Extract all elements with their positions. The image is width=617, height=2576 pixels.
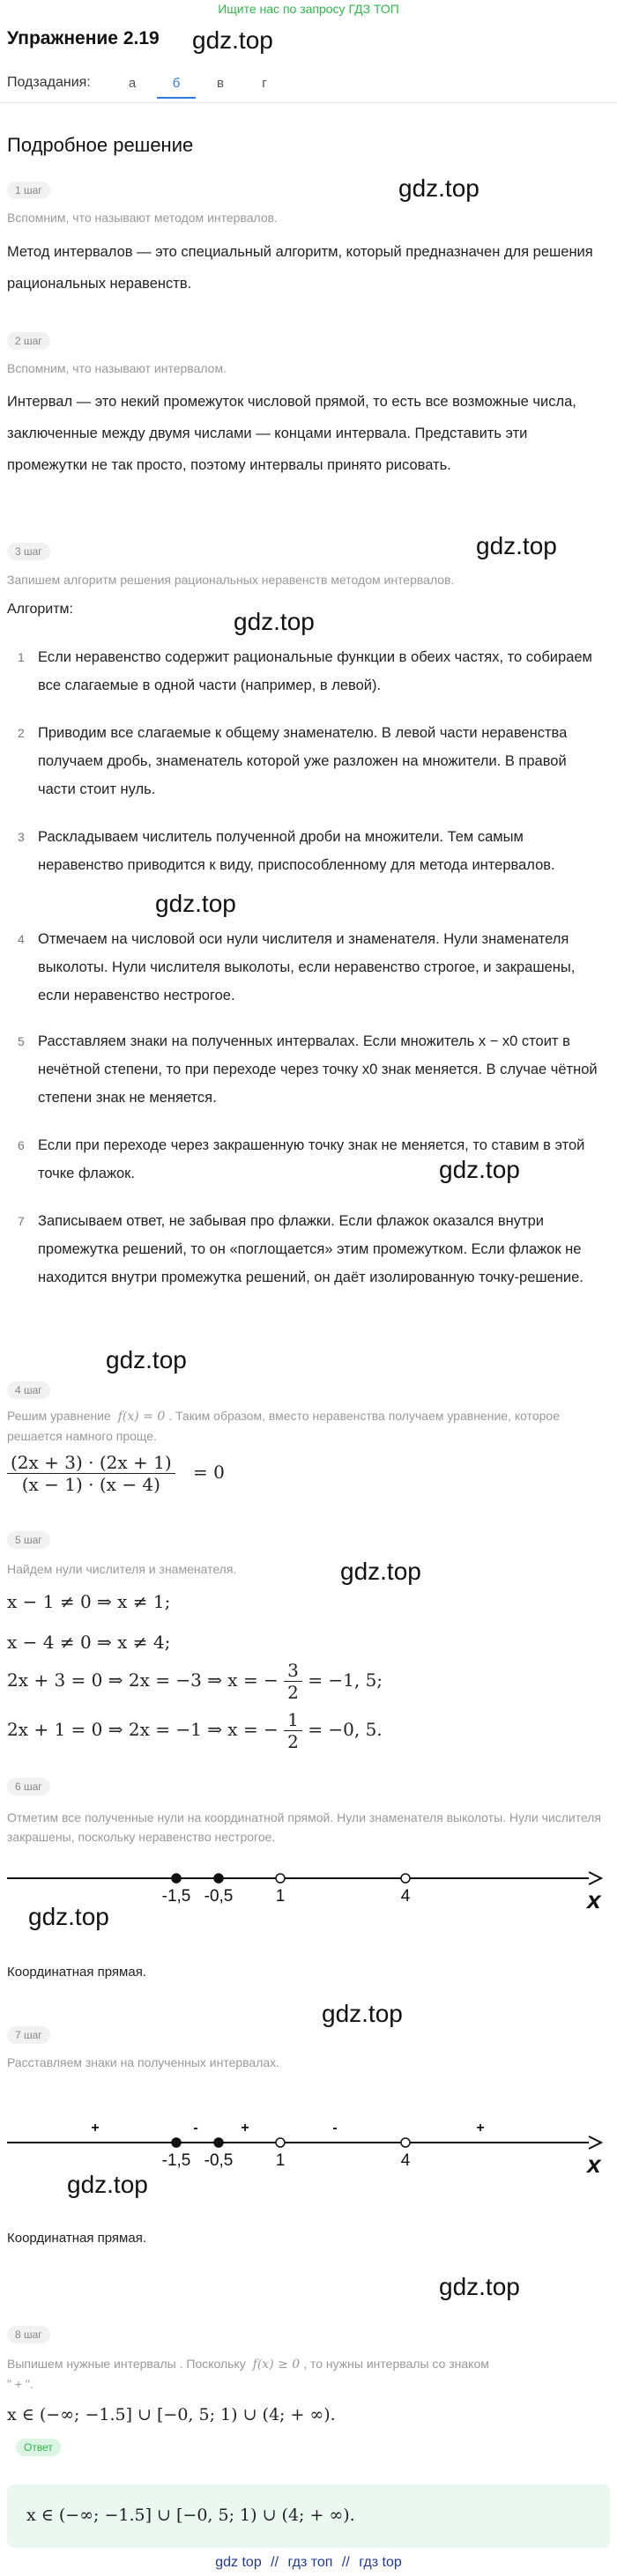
figure-caption: Координатная прямая. bbox=[7, 1965, 146, 1980]
open-point bbox=[401, 2138, 410, 2147]
step-badge: 3 шаг bbox=[7, 543, 50, 560]
equation: x − 1 ≠ 0 ⇒ x ≠ 1; bbox=[7, 1591, 171, 1612]
equation bbox=[7, 1660, 383, 1703]
watermark: gdz.top bbox=[155, 890, 236, 917]
equation bbox=[7, 1452, 225, 1495]
list-item: Отмечаем на числовой оси нули числителя и знаменателя. Нули знаменателя выколоты. Нули числителя выколоты, если неравенство строгое, и закрашены, если неравенство нестрогое. bbox=[38, 931, 576, 1003]
search-promo-link[interactable]: Ищите нас по запросу ГДЗ ТОП bbox=[218, 2, 399, 16]
equation-part: = −0, 5. bbox=[308, 1719, 383, 1740]
list-item: Записываем ответ, не забывая про флажки. Если флажок оказался внутри промежутка решений, то он «поглощается» этим промежутком. Если флажок не находится внутри промежутка решений, он даёт изолированную точку-решение. bbox=[38, 1213, 584, 1285]
step-badge: 4 шаг bbox=[7, 1381, 50, 1399]
equation: x − 4 ≠ 0 ⇒ x ≠ 4; bbox=[7, 1632, 171, 1653]
step-hint: Вспомним, что называют методом интервалов. bbox=[7, 211, 278, 225]
numerator: 3 bbox=[284, 1660, 302, 1682]
fraction bbox=[284, 1660, 302, 1703]
step-badge: 8 шаг bbox=[7, 2326, 50, 2343]
list-item-number: 4 bbox=[18, 932, 25, 946]
footer-links bbox=[0, 2555, 617, 2571]
filled-point bbox=[172, 1874, 181, 1883]
point-label: -0,5 bbox=[204, 2151, 234, 2170]
step-text: Метод интервалов — это специальный алгоритм, который предназначен для решения рациональных неравенств. bbox=[7, 244, 593, 292]
numerator: 1 bbox=[284, 1709, 302, 1731]
equation-part: = −1, 5; bbox=[308, 1669, 383, 1691]
list-item: Если неравенство содержит рациональные функции в обеих частях, то собираем все слагаемые в одной части (например, в левой). bbox=[38, 649, 592, 693]
list-item: Расставляем знаки на полученных интервалах. Если множитель x − x0 стоит в нечётной степени, то при переходе через точку x0 знак меняется. В случае чётной степени знак не меняется. bbox=[38, 1033, 598, 1106]
tab-v[interactable]: в bbox=[217, 76, 224, 91]
watermark: gdz.top bbox=[67, 2171, 148, 2198]
numerator: (2x + 3) · (2x + 1) bbox=[7, 1452, 175, 1474]
step-badge: 1 шаг bbox=[7, 181, 50, 199]
filled-point bbox=[172, 2138, 181, 2147]
step-hint bbox=[7, 1406, 606, 1446]
number-line bbox=[0, 1850, 617, 1947]
watermark: gdz.top bbox=[439, 1156, 520, 1183]
interval-sign: - bbox=[193, 2121, 198, 2136]
step-hint: Найдем нули числителя и знаменателя. bbox=[7, 1562, 237, 1576]
tab-b[interactable]: б bbox=[157, 70, 196, 99]
point-label: 1 bbox=[275, 1887, 286, 1906]
point-label: -1,5 bbox=[161, 2151, 191, 2170]
list-item-number: 1 bbox=[18, 650, 25, 664]
step-badge: 5 шаг bbox=[7, 1531, 50, 1549]
list-item: Если при переходе через закрашенную точку знак не меняется, то ставим в этой точке флажок. bbox=[38, 1137, 585, 1181]
figure-caption: Координатная прямая. bbox=[7, 2231, 146, 2246]
list-item: Приводим все слагаемые к общему знаменателю. В левой части неравенства получаем дробь, знаменатель которой уже разложен на множители. В правой части стоит нуль. bbox=[38, 725, 568, 797]
step-badge: 7 шаг bbox=[7, 2026, 50, 2044]
interval-sign: + bbox=[91, 2121, 100, 2136]
watermark: gdz.top bbox=[234, 608, 315, 635]
hint-math: f(x) ≥ 0 bbox=[252, 2358, 301, 2372]
watermark: gdz.top bbox=[398, 174, 479, 202]
watermark: gdz.top bbox=[322, 2000, 403, 2027]
watermark: gdz.top bbox=[28, 1903, 109, 1930]
section-title: Подробное решение bbox=[7, 134, 194, 156]
footer-link[interactable]: гдз top bbox=[359, 2555, 402, 2570]
denominator: 2 bbox=[287, 1731, 299, 1752]
list-item: Раскладываем числитель полученной дроби на множители. Тем самым неравенство приводится к виду, приспособленному для метода интервалов. bbox=[38, 829, 555, 873]
watermark: gdz.top bbox=[439, 2273, 520, 2300]
exercise-title: Упражнение 2.19 bbox=[7, 28, 160, 48]
list-item-number: 2 bbox=[18, 726, 25, 740]
filled-point bbox=[214, 1874, 223, 1883]
watermark: gdz.top bbox=[106, 1346, 187, 1373]
footer-link[interactable]: гдз топ bbox=[287, 2555, 333, 2570]
algorithm-label: Алгоритм: bbox=[7, 602, 73, 617]
list-item-number: 5 bbox=[18, 1034, 25, 1048]
header-divider bbox=[0, 102, 617, 103]
step-hint: Отметим все полученные нули на координатной прямой. Нули знаменателя выколоты. Нули числителя закрашены, поскольку неравенство нестрогое. bbox=[7, 1810, 602, 1844]
footer-link[interactable]: gdz top bbox=[215, 2555, 262, 2570]
denominator: 2 bbox=[287, 1682, 299, 1703]
list-item-number: 7 bbox=[18, 1214, 25, 1228]
point-label: -0,5 bbox=[204, 1887, 234, 1906]
hint-math: f(x) = 0 bbox=[117, 1410, 166, 1424]
tab-g[interactable]: г bbox=[262, 76, 267, 91]
point-label: 1 bbox=[275, 2151, 286, 2170]
step-badge: 6 шаг bbox=[7, 1778, 50, 1795]
subtasks-label: Подзадания: bbox=[7, 75, 91, 90]
step-hint: Расставляем знаки на полученных интервалах. bbox=[7, 2055, 280, 2069]
footer-separator: // bbox=[341, 2555, 350, 2570]
open-point bbox=[276, 1874, 285, 1883]
hint-text: Решим уравнение bbox=[7, 1409, 111, 1423]
hint-sign: " + ". bbox=[7, 2377, 33, 2391]
filled-point bbox=[214, 2138, 223, 2147]
open-point bbox=[401, 1874, 410, 1883]
result-equation: x ∈ (−∞; −1.5] ∪ [−0, 5; 1) ∪ (4; + ∞). bbox=[7, 2405, 336, 2424]
list-item-number: 6 bbox=[18, 1138, 25, 1152]
point-label: 4 bbox=[400, 1887, 411, 1906]
axis-arrow bbox=[589, 1872, 601, 1884]
equation-part: 2x + 3 = 0 ⇒ 2x = −3 ⇒ x = − bbox=[7, 1669, 279, 1691]
tab-a[interactable]: а bbox=[128, 76, 137, 91]
watermark: gdz.top bbox=[192, 26, 273, 54]
watermark: gdz.top bbox=[476, 532, 557, 559]
step-hint bbox=[7, 2354, 606, 2394]
point-label: -1,5 bbox=[161, 1887, 191, 1906]
interval-sign: + bbox=[241, 2121, 249, 2136]
axis-label: x bbox=[587, 2150, 601, 2178]
fraction bbox=[7, 1452, 175, 1495]
interval-sign: - bbox=[332, 2121, 338, 2136]
answer-text: x ∈ (−∞; −1.5] ∪ [−0, 5; 1) ∪ (4; + ∞). bbox=[26, 2506, 355, 2525]
step-badge: 2 шаг bbox=[7, 332, 50, 350]
equation-part: 2x + 1 = 0 ⇒ 2x = −1 ⇒ x = − bbox=[7, 1719, 279, 1740]
axis-label: x bbox=[587, 1886, 601, 1913]
fraction bbox=[284, 1709, 302, 1752]
footer-separator: // bbox=[271, 2555, 279, 2570]
step-text: Интервал — это некий промежуток числовой прямой, то есть все возможные числа, заключенные между двумя числами — концами интервала. Представить эти промежутки не так просто, поэтому интервалы принято рисовать. bbox=[7, 394, 576, 473]
hint-text: , то нужны интервалы со знаком bbox=[303, 2357, 489, 2371]
step-hint: Запишем алгоритм решения рациональных неравенств методом интервалов. bbox=[7, 573, 455, 587]
list-item-number: 3 bbox=[18, 830, 25, 844]
watermark: gdz.top bbox=[340, 1558, 421, 1585]
step-hint: Вспомним, что называют интервалом. bbox=[7, 361, 227, 375]
equation-rhs: = 0 bbox=[193, 1462, 225, 1483]
interval-sign: + bbox=[476, 2121, 485, 2136]
point-label: 4 bbox=[400, 2151, 411, 2170]
axis-arrow bbox=[589, 2136, 601, 2149]
hint-text: Выпишем нужные интервалы . Поскольку bbox=[7, 2357, 246, 2371]
open-point bbox=[276, 2138, 285, 2147]
equation bbox=[7, 1709, 383, 1752]
answer-badge: Ответ bbox=[16, 2439, 61, 2456]
hint-text: . Таким образом, вместо неравенства получаем уравнение, которое решается намного проще. bbox=[7, 1409, 560, 1443]
denominator: (x − 1) · (x − 4) bbox=[21, 1474, 160, 1495]
